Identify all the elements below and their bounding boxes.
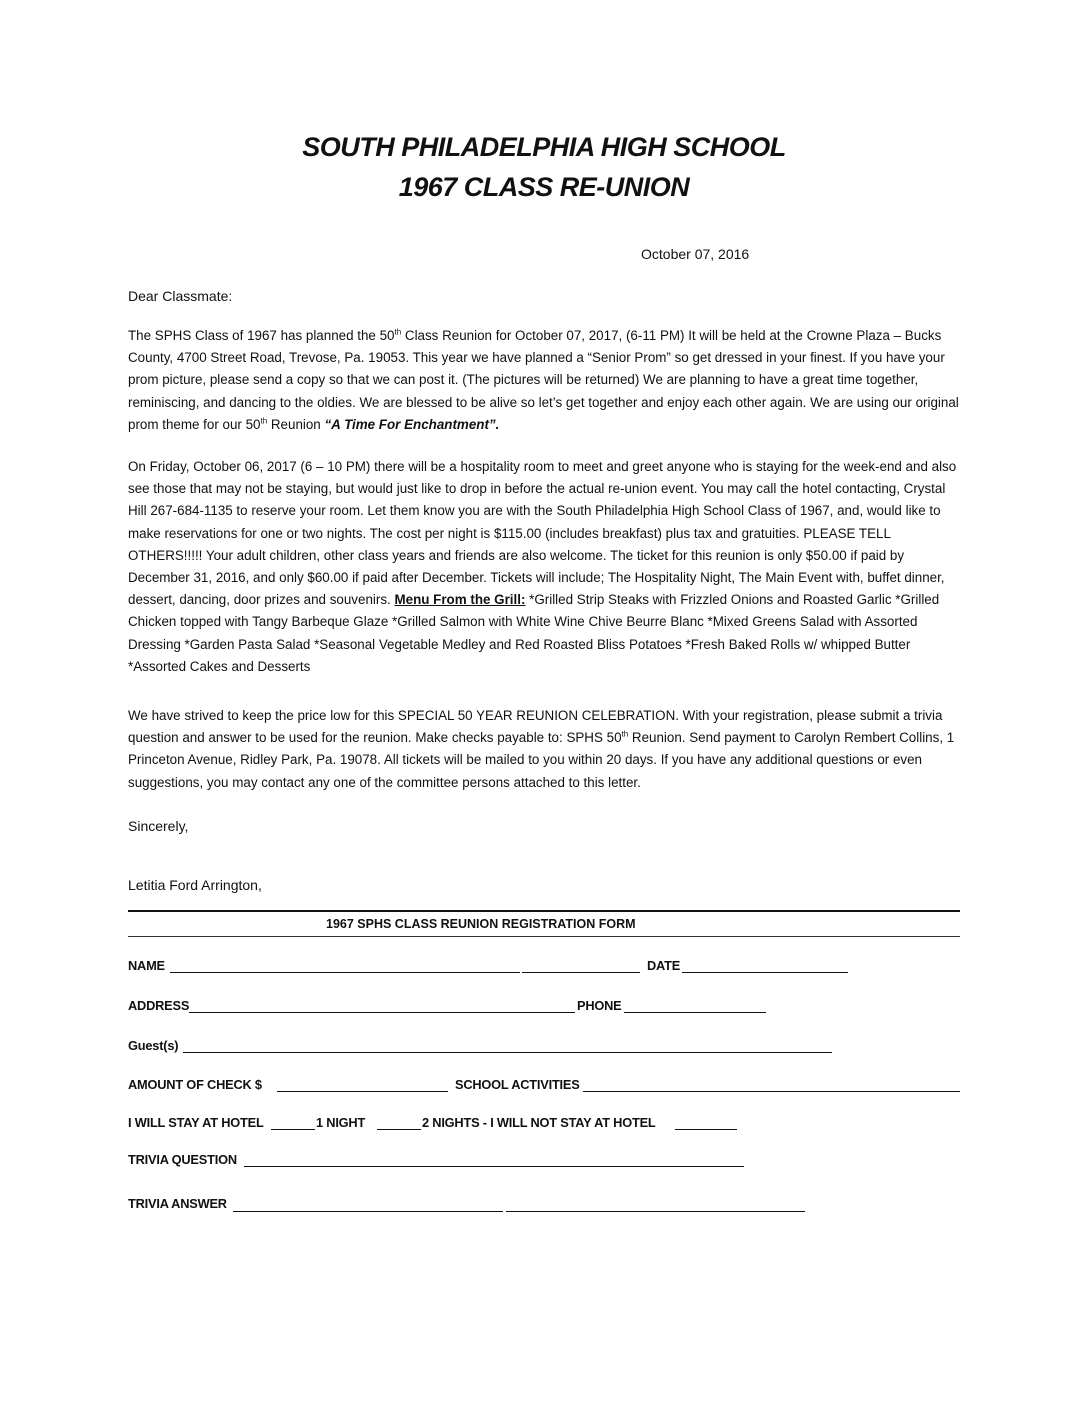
paragraph-reunion-details: The SPHS Class of 1967 has planned the 50th Class Reunion for October 07, 2017, (6-11 PM) It will be held at the Crowne Plaza – Bucks County, 4700 Street Road, Trevose, Pa. 19053. This year we have planned a “Senior Prom” so get dressed in your finest. If you have your prom picture, please send a copy so that we can post it. (The pictures will be returned) We are planning to have a great time together, reminiscing, and dancing to the oldies. We are blessed to be alive so let’s get together and enjoy each other again. We are using our original prom theme for our 50th Reunion “A Time For Enchantment”.	[128, 327, 959, 432]
hotel-label: I WILL STAY AT HOTEL	[128, 1115, 264, 1130]
paragraph-hospitality-menu: On Friday, October 06, 2017 (6 – 10 PM) there will be a hospitality room to meet and greet anyone who is staying for the week-end and also see those that may not be staying, but would just like to drop in before the actual re-union event. You may call the hotel contacting, Crystal Hill 267-684-1135 to reserve your room. Let them know you are with the South Philadelphia High School Class of 1967, and, would like to make reservations for one or two nights. The cost per night is $115.00 (includes breakfast) plus tax and gratuities. PLEASE TELL OTHERS!!!!! Your adult children, other class years and friends are also welcome. The ticket for this reunion is only $50.00 if paid by December 31, 2016, and only $60.00 if paid after December. Tickets will include; The Hospitality Night, The Main Event with, buffet dinner, dessert, dancing, door prizes and souvenirs. Menu From the Grill: *Grilled Strip Steaks with Frizzled Onions and Roasted Garlic *Grilled Chicken topped with Tangy Barbeque Glaze *Grilled Salmon with White Wine Chive Beurre Blanc *Mixed Greens Salad with Assorted Dressing *Garden Pasta Salad *Seasonal Vegetable Medley and Red Roasted Bliss Potatoes *Fresh Baked Rolls w/ whipped Butter *Assorted Cakes and Desserts	[128, 459, 957, 674]
title-line-1: SOUTH PHILADELPHIA HIGH SCHOOL	[302, 132, 786, 162]
greeting: Dear Classmate:	[128, 288, 233, 304]
form-title: 1967 SPHS CLASS REUNION REGISTRATION FORM	[326, 917, 636, 931]
date-field[interactable]	[682, 972, 848, 973]
phone-field[interactable]	[624, 1012, 766, 1013]
date-label: DATE	[647, 958, 681, 973]
paragraph-payment: We have strived to keep the price low for this SPECIAL 50 YEAR REUNION CELEBRATION. With your registration, please submit a trivia question and answer to be used for the reunion. Make checks payable to: SPHS 50th Reunion. Send payment to Carolyn Rembert Collins, 1 Princeton Avenue, Ridley Park, Pa. 19078. All tickets will be mailed to you within 20 days. If you have any additional questions or even suggestions, you may contact any one of the committee persons attached to this letter.	[128, 708, 955, 790]
name-field-extension[interactable]	[522, 972, 640, 973]
one-night-label: 1 NIGHT	[316, 1115, 366, 1130]
activities-label: SCHOOL ACTIVITIES	[455, 1077, 580, 1092]
trivia-answer-field[interactable]	[233, 1211, 503, 1212]
one-night-field[interactable]	[271, 1129, 315, 1130]
trivia-question-label: TRIVIA QUESTION	[128, 1152, 237, 1167]
menu-label: Menu From the Grill:	[394, 592, 526, 608]
form-title-rule	[128, 936, 960, 937]
trivia-answer-field-extension[interactable]	[506, 1211, 805, 1212]
address-label: ADDRESS	[128, 998, 190, 1013]
prom-theme: “A Time For Enchantment”.	[324, 416, 500, 432]
amount-field[interactable]	[277, 1091, 448, 1092]
no-hotel-field[interactable]	[675, 1129, 737, 1130]
closing: Sincerely,	[128, 818, 189, 834]
title-line-2: 1967 CLASS RE-UNION	[398, 172, 690, 202]
activities-field[interactable]	[583, 1091, 960, 1092]
signer-name: Letitia Ford Arrington,	[128, 877, 262, 893]
phone-label: PHONE	[577, 998, 622, 1013]
two-nights-label: 2 NIGHTS - I WILL NOT STAY AT HOTEL	[422, 1115, 656, 1130]
guests-field[interactable]	[183, 1052, 832, 1053]
address-field[interactable]	[189, 1012, 575, 1013]
guests-label: Guest(s)	[128, 1038, 179, 1053]
two-nights-field[interactable]	[377, 1129, 421, 1130]
trivia-question-field[interactable]	[244, 1166, 744, 1167]
name-label: NAME	[128, 958, 165, 973]
form-top-rule	[128, 910, 960, 912]
letter-date: October 07, 2016	[641, 246, 750, 262]
trivia-answer-label: TRIVIA ANSWER	[128, 1196, 227, 1211]
name-field[interactable]	[170, 972, 520, 973]
amount-label: AMOUNT OF CHECK $	[128, 1077, 262, 1092]
